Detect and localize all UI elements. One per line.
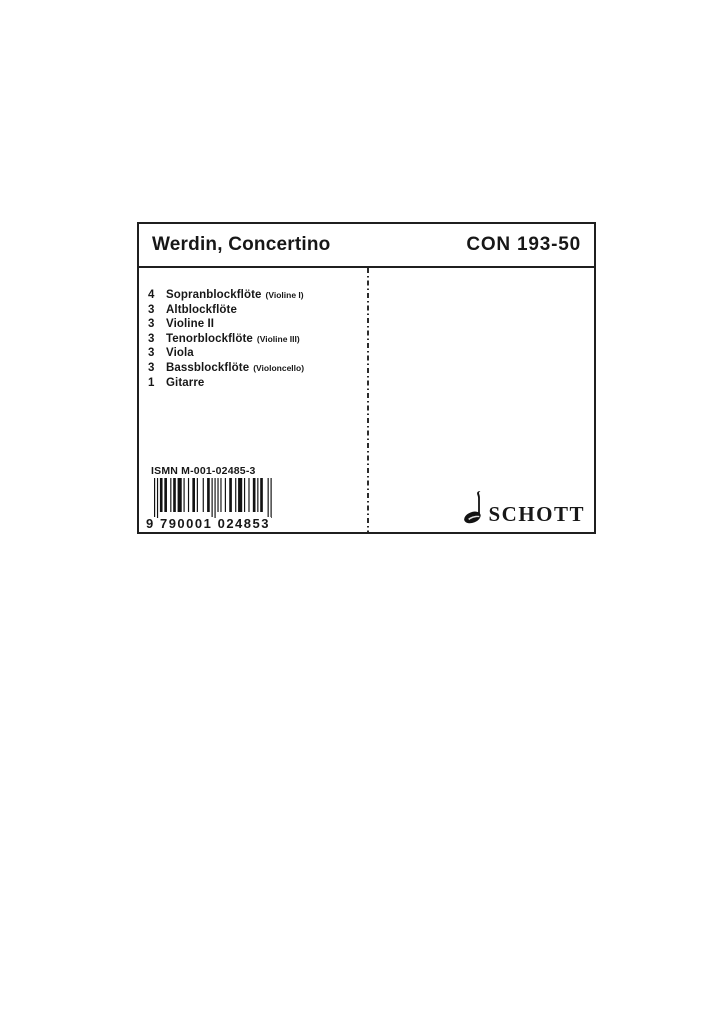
- instrument-row: [148, 317, 304, 332]
- instrument-row: [148, 288, 304, 303]
- publisher-logo: [463, 490, 585, 527]
- instrument-row: [148, 361, 304, 376]
- ean-lead-digit: 9: [146, 516, 155, 531]
- instrument-count: 3: [148, 318, 155, 331]
- instrument-row: [148, 303, 304, 318]
- instrument-note: (Violine I): [265, 290, 304, 300]
- instrument-count: 3: [148, 303, 155, 316]
- instrument-name: Viola: [166, 347, 194, 360]
- instrument-name: Tenorblockflöte: [166, 332, 253, 345]
- ean-group2: 024853: [217, 516, 270, 531]
- instrument-name: Altblockflöte: [166, 303, 237, 316]
- instrument-count: 1: [148, 376, 155, 389]
- instrumentation-list: [148, 288, 304, 390]
- schott-note-icon: [463, 490, 485, 524]
- instrument-count: 3: [148, 361, 155, 374]
- work-title: Werdin, Concertino: [152, 234, 331, 255]
- instrument-count: 3: [148, 347, 155, 360]
- publisher-name: SCHOTT: [488, 502, 585, 527]
- instrument-name: Bassblockflöte: [166, 361, 250, 374]
- instrument-row: [148, 332, 304, 347]
- instrument-note: (Violoncello): [253, 362, 305, 373]
- card-body: [139, 268, 594, 532]
- fold-divider-line: [367, 268, 369, 532]
- ismn-label: ISMN M-001-02485-3: [151, 465, 256, 477]
- cover-card: [137, 222, 596, 534]
- instrument-row: [148, 346, 304, 361]
- ean-group1: 790001: [159, 516, 213, 531]
- isbn-barcode-block: [140, 465, 272, 532]
- instrument-note: (Violine III): [256, 333, 300, 344]
- ean-digits: [145, 517, 271, 531]
- instrument-name: Sopranblockflöte: [166, 289, 262, 301]
- instrument-count: 4: [148, 289, 155, 301]
- instrument-name: Gitarre: [166, 376, 205, 389]
- instrument-name: Violine II: [166, 318, 215, 331]
- catalog-number: CON 193-50: [466, 234, 581, 255]
- instrument-row: [148, 376, 304, 391]
- instrument-count: 3: [148, 332, 155, 345]
- card-header: [139, 224, 594, 268]
